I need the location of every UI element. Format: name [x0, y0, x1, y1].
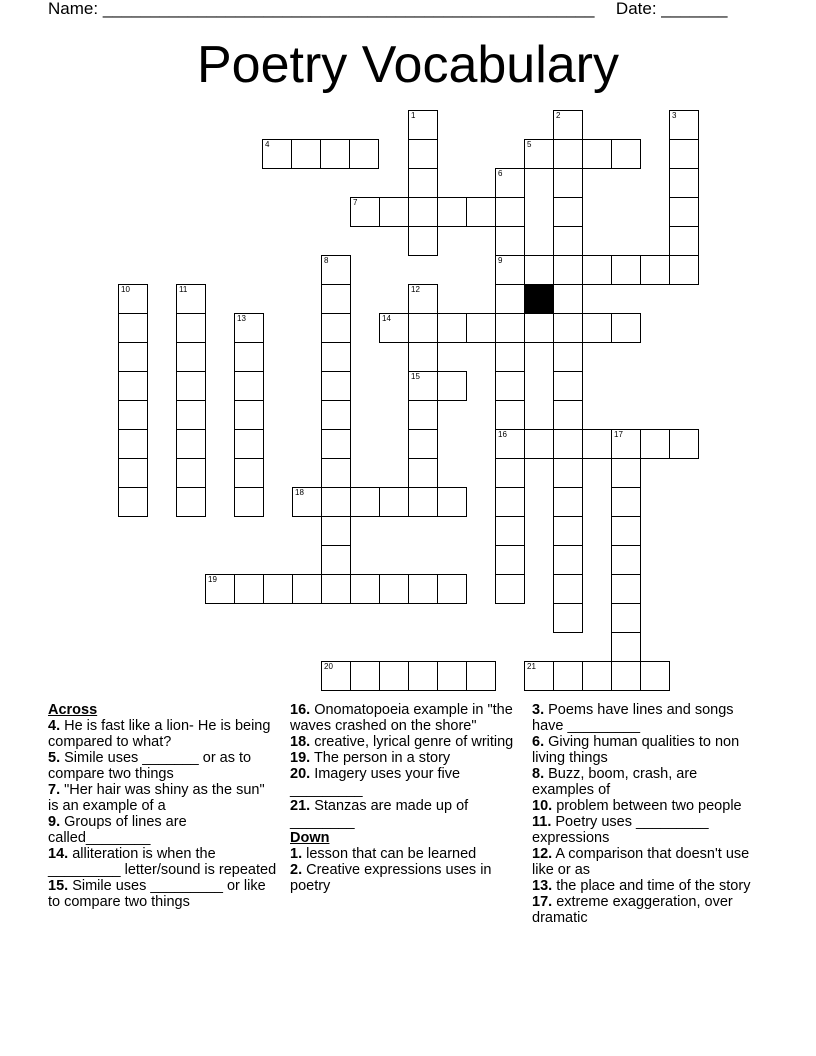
- grid-cell[interactable]: [669, 110, 699, 140]
- grid-cell[interactable]: [553, 342, 583, 372]
- grid-cell[interactable]: [640, 255, 670, 285]
- grid-cell[interactable]: [669, 226, 699, 256]
- cell-number: 15: [411, 372, 420, 381]
- grid-cell[interactable]: [118, 371, 148, 401]
- clue-across-15: 15. Simile uses _________ or like to compare two things: [48, 878, 266, 910]
- grid-cell[interactable]: [524, 313, 554, 343]
- grid-cell[interactable]: [437, 487, 467, 517]
- clue-down-1: 1. lesson that can be learned: [290, 846, 477, 862]
- clue-across-21: 21. Stanzas are made up of ________: [290, 798, 469, 830]
- grid-cell[interactable]: [582, 139, 612, 169]
- grid-cell[interactable]: [640, 661, 670, 691]
- cell-number: 19: [208, 575, 217, 584]
- grid-cell[interactable]: [437, 661, 467, 691]
- grid-cell[interactable]: [611, 139, 641, 169]
- grid-cell[interactable]: [553, 400, 583, 430]
- grid-cell[interactable]: [118, 458, 148, 488]
- grid-cell[interactable]: [408, 342, 438, 372]
- cell-number: 10: [121, 285, 130, 294]
- grid-cell[interactable]: [350, 487, 380, 517]
- grid-cell[interactable]: [437, 371, 467, 401]
- clue-down-2: 2. Creative expressions uses in poetry: [290, 862, 492, 894]
- cell-number: 4: [265, 140, 270, 149]
- grid-cell[interactable]: [669, 197, 699, 227]
- grid-cell[interactable]: [234, 400, 264, 430]
- cell-number: 13: [237, 314, 246, 323]
- grid-cell[interactable]: [466, 661, 496, 691]
- clue-down-12: 12. A comparison that doesn't use like or as: [532, 846, 750, 878]
- grid-cell[interactable]: [495, 516, 525, 546]
- grid-cell[interactable]: [350, 661, 380, 691]
- grid-cell[interactable]: [321, 371, 351, 401]
- grid-cell[interactable]: [553, 661, 583, 691]
- clue-down-11: 11. Poetry uses _________ expressions: [532, 814, 709, 846]
- grid-cell[interactable]: [176, 313, 206, 343]
- clue-across-7: 7. "Her hair was shiny as the sun" is an example of a: [48, 782, 265, 814]
- across-heading: Across: [48, 702, 98, 718]
- grid-cell[interactable]: [669, 255, 699, 285]
- cell-number: 20: [324, 662, 333, 671]
- clue-across-5: 5. Simile uses _______ or as to compare two things: [48, 750, 252, 782]
- grid-cell[interactable]: [495, 400, 525, 430]
- grid-cell[interactable]: [437, 574, 467, 604]
- clue-down-8: 8. Buzz, boom, crash, are examples of: [532, 766, 698, 798]
- grid-cell[interactable]: [176, 371, 206, 401]
- grid-cell[interactable]: [553, 516, 583, 546]
- grid-cell[interactable]: [379, 574, 409, 604]
- grid-cell[interactable]: [408, 110, 438, 140]
- grid-cell[interactable]: [321, 313, 351, 343]
- grid-cell[interactable]: [408, 197, 438, 227]
- grid-cell[interactable]: [379, 661, 409, 691]
- grid-cell[interactable]: [553, 371, 583, 401]
- grid-cell[interactable]: [262, 139, 292, 169]
- clue-across-20: 20. Imagery uses your five _________: [290, 766, 461, 798]
- grid-cell[interactable]: [408, 429, 438, 459]
- grid-cell[interactable]: [408, 487, 438, 517]
- grid-cell[interactable]: [611, 632, 641, 662]
- grid-cell[interactable]: [118, 313, 148, 343]
- grid-cell[interactable]: [321, 458, 351, 488]
- grid-cell[interactable]: [553, 313, 583, 343]
- grid-cell[interactable]: [234, 342, 264, 372]
- grid-cell[interactable]: [669, 168, 699, 198]
- clue-down-17: 17. extreme exaggeration, over dramatic: [532, 894, 733, 926]
- cell-number: 12: [411, 285, 420, 294]
- grid-cell[interactable]: [611, 545, 641, 575]
- grid-cell[interactable]: [118, 342, 148, 372]
- grid-cell[interactable]: [553, 226, 583, 256]
- grid-cell[interactable]: [582, 255, 612, 285]
- grid-cell[interactable]: [321, 516, 351, 546]
- grid-cell[interactable]: [321, 284, 351, 314]
- grid-cell[interactable]: [495, 284, 525, 314]
- grid-cell[interactable]: [582, 313, 612, 343]
- grid-cell[interactable]: [611, 313, 641, 343]
- cell-number: 18: [295, 488, 304, 497]
- clues-column-2: [290, 702, 518, 894]
- grid-cell[interactable]: [553, 603, 583, 633]
- name-field[interactable]: ____________________________________________________: [102, 0, 595, 18]
- grid-cell[interactable]: [408, 574, 438, 604]
- cell-number: 3: [672, 111, 677, 120]
- grid-cell[interactable]: [321, 429, 351, 459]
- grid-cell[interactable]: [118, 400, 148, 430]
- grid-cell[interactable]: [466, 197, 496, 227]
- clue-across-4: 4. He is fast like a lion- He is being compared to what?: [48, 718, 271, 750]
- cell-number: 9: [498, 256, 503, 265]
- grid-cell[interactable]: [495, 371, 525, 401]
- grid-cell[interactable]: [321, 661, 351, 691]
- grid-cell[interactable]: [611, 429, 641, 459]
- grid-cell[interactable]: [408, 313, 438, 343]
- clues-column-1: [48, 702, 278, 910]
- grid-cell[interactable]: [495, 168, 525, 198]
- grid-cell[interactable]: [611, 574, 641, 604]
- grid-cell[interactable]: [292, 574, 322, 604]
- grid-cell[interactable]: [611, 255, 641, 285]
- grid-cell[interactable]: [408, 226, 438, 256]
- grid-cell[interactable]: [176, 342, 206, 372]
- grid-cell[interactable]: [466, 313, 496, 343]
- clue-across-14: 14. alliteration is when the _________ letter/sound is repeated: [48, 846, 277, 878]
- grid-cell[interactable]: [495, 313, 525, 343]
- grid-cell[interactable]: [553, 255, 583, 285]
- grid-cell[interactable]: [669, 139, 699, 169]
- grid-cell[interactable]: [553, 429, 583, 459]
- grid-cell[interactable]: [291, 139, 321, 169]
- cell-number: 7: [353, 198, 358, 207]
- grid-cell[interactable]: [495, 487, 525, 517]
- grid-cell[interactable]: [408, 400, 438, 430]
- grid-cell[interactable]: [379, 313, 409, 343]
- grid-cell[interactable]: [263, 574, 293, 604]
- clue-across-18: 18. creative, lyrical genre of writing: [290, 734, 514, 750]
- grid-cell[interactable]: [234, 429, 264, 459]
- cell-number: 1: [411, 111, 416, 120]
- grid-cell[interactable]: [495, 197, 525, 227]
- grid-cell[interactable]: [553, 110, 583, 140]
- grid-cell[interactable]: [553, 168, 583, 198]
- grid-cell[interactable]: [495, 574, 525, 604]
- grid-cell[interactable]: [321, 574, 351, 604]
- clue-down-6: 6. Giving human qualities to non living things: [532, 734, 740, 766]
- clues-column-3: [532, 702, 762, 926]
- cell-number: 17: [614, 430, 623, 439]
- grid-cell[interactable]: [408, 661, 438, 691]
- grid-cell[interactable]: [611, 661, 641, 691]
- name-label: Name:: [48, 0, 99, 18]
- grid-cell[interactable]: [176, 487, 206, 517]
- clue-across-19: 19. The person in a story: [290, 750, 451, 766]
- grid-cell[interactable]: [118, 429, 148, 459]
- grid-cell[interactable]: [553, 284, 583, 314]
- cell-number: 21: [527, 662, 536, 671]
- cell-number: 14: [382, 314, 391, 323]
- grid-cell[interactable]: [495, 429, 525, 459]
- grid-cell[interactable]: [495, 458, 525, 488]
- grid-cell[interactable]: [524, 661, 554, 691]
- grid-cell[interactable]: [321, 400, 351, 430]
- grid-cell[interactable]: [176, 400, 206, 430]
- grid-cell[interactable]: [640, 429, 670, 459]
- grid-cell[interactable]: [553, 545, 583, 575]
- grid-cell[interactable]: [176, 284, 206, 314]
- cell-number: 8: [324, 256, 329, 265]
- grid-cell[interactable]: [321, 255, 351, 285]
- grid-cell[interactable]: [611, 487, 641, 517]
- grid-cell[interactable]: [437, 197, 467, 227]
- grid-cell[interactable]: [553, 487, 583, 517]
- grid-cell[interactable]: [582, 661, 612, 691]
- grid-cell[interactable]: [234, 487, 264, 517]
- grid-cell[interactable]: [379, 487, 409, 517]
- cell-number: 2: [556, 111, 561, 120]
- grid-cell[interactable]: [495, 545, 525, 575]
- grid-cell[interactable]: [321, 342, 351, 372]
- cell-number: 11: [179, 285, 188, 294]
- grid-cell[interactable]: [553, 574, 583, 604]
- down-heading: Down: [290, 830, 330, 846]
- grid-cell[interactable]: [408, 458, 438, 488]
- grid-cell[interactable]: [611, 458, 641, 488]
- grid-cell[interactable]: [408, 139, 438, 169]
- grid-cell[interactable]: [350, 574, 380, 604]
- grid-cell[interactable]: [669, 429, 699, 459]
- grid-cell[interactable]: [234, 574, 264, 604]
- date-field[interactable]: _______: [661, 0, 728, 18]
- grid-cell[interactable]: [349, 139, 379, 169]
- grid-cell[interactable]: [176, 429, 206, 459]
- grid-cell[interactable]: [321, 545, 351, 575]
- clue-down-3: 3. Poems have lines and songs have _________: [532, 702, 734, 734]
- grid-cell[interactable]: [524, 429, 554, 459]
- grid-cell[interactable]: [524, 255, 554, 285]
- grid-cell[interactable]: [553, 139, 583, 169]
- grid-cell[interactable]: [495, 226, 525, 256]
- cell-number: 5: [527, 140, 532, 149]
- grid-cell[interactable]: [234, 371, 264, 401]
- grid-cell[interactable]: [234, 313, 264, 343]
- grid-cell[interactable]: [234, 458, 264, 488]
- grid-cell[interactable]: [408, 168, 438, 198]
- page-title: Poetry Vocabulary: [196, 36, 620, 94]
- grid-cell[interactable]: [495, 342, 525, 372]
- grid-cell[interactable]: [320, 139, 350, 169]
- grid-cell[interactable]: [379, 197, 409, 227]
- grid-cell[interactable]: [408, 284, 438, 314]
- grid-cell[interactable]: [495, 255, 525, 285]
- grid-cell[interactable]: [118, 284, 148, 314]
- grid-cell[interactable]: [611, 516, 641, 546]
- grid-cell[interactable]: [553, 197, 583, 227]
- grid-cell[interactable]: [524, 139, 554, 169]
- grid-cell[interactable]: [553, 458, 583, 488]
- grid-cell[interactable]: [118, 487, 148, 517]
- grid-cell[interactable]: [321, 487, 351, 517]
- grid-cell[interactable]: [611, 603, 641, 633]
- clue-across-16: 16. Onomatopoeia example in "the waves crashed on the shore": [290, 702, 513, 734]
- cell-number: 6: [498, 169, 503, 178]
- grid-cell[interactable]: [582, 429, 612, 459]
- date-label: Date:: [615, 0, 657, 18]
- clue-down-10: 10. problem between two people: [532, 798, 742, 814]
- grid-cell[interactable]: [437, 313, 467, 343]
- grid-cell[interactable]: [408, 371, 438, 401]
- clue-down-13: 13. the place and time of the story: [532, 878, 751, 894]
- cell-number: 16: [498, 430, 507, 439]
- grid-cell[interactable]: [350, 197, 380, 227]
- black-square: [524, 284, 554, 314]
- grid-cell[interactable]: [292, 487, 322, 517]
- grid-cell[interactable]: [205, 574, 235, 604]
- grid-cell[interactable]: [176, 458, 206, 488]
- clue-across-9: 9. Groups of lines are called________: [48, 814, 187, 846]
